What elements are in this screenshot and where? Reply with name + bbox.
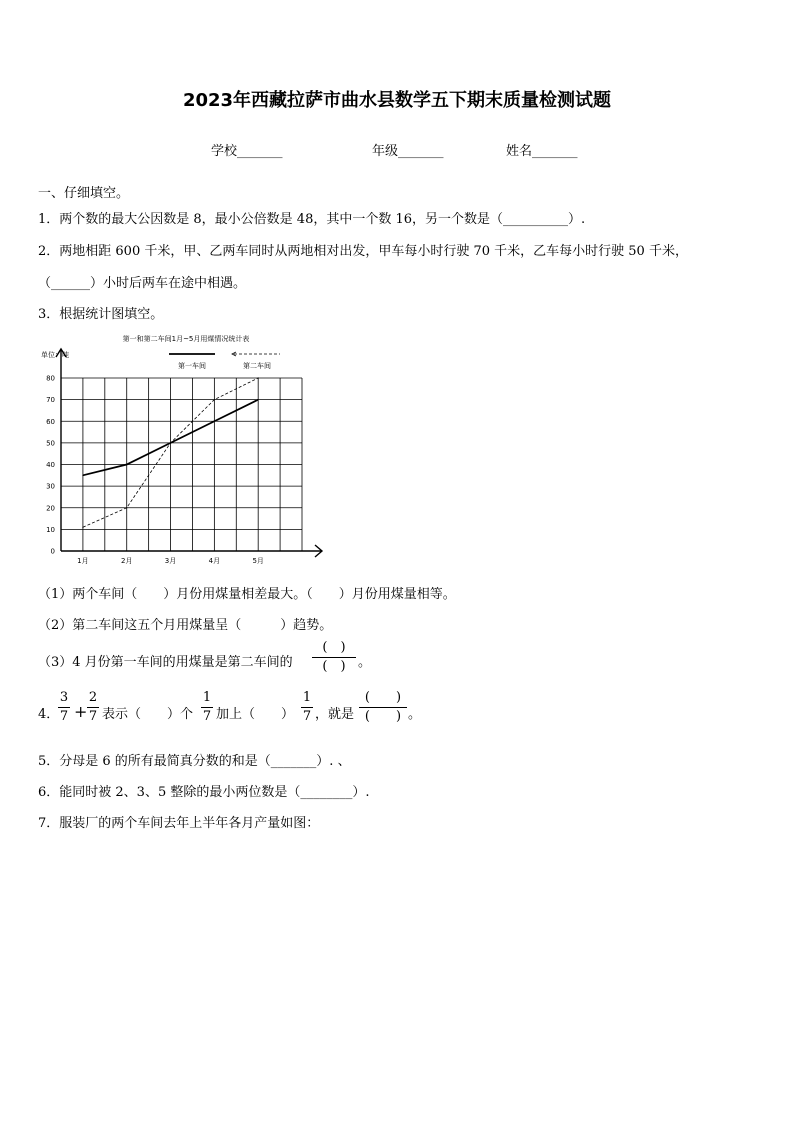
fraction-denominator: 7 <box>302 709 312 724</box>
data-point-series-2 <box>258 377 259 378</box>
fraction-numerator: 1 <box>302 690 312 705</box>
data-point-series-2 <box>170 442 171 443</box>
data-point-series-2 <box>126 507 127 508</box>
fraction-numerator: 3 <box>59 690 69 705</box>
q3-3-answer-fraction[interactable] <box>312 640 356 675</box>
fraction-bar <box>359 707 407 708</box>
fraction-2-7 <box>87 690 99 725</box>
question-1: 1．两个数的最大公因数是 8，最小公倍数是 48，其中一个数 16，另一个数是（__________）. <box>38 212 586 227</box>
y-tick-label: 40 <box>46 461 55 469</box>
question-4-text1: 表示（ ）个 <box>102 707 194 722</box>
y-tick-label: 10 <box>46 525 55 534</box>
question-4-text3: ，就是 <box>315 707 355 722</box>
data-point-series-1 <box>258 399 259 400</box>
y-tick-label: 20 <box>46 504 55 513</box>
question-3-1: （1）两个车间（ ）月份用煤量相差最大。（ ）月份用煤量相等。 <box>38 587 456 602</box>
legend-label-series-2: 第二车间 <box>243 362 271 370</box>
question-4-end: 。 <box>408 707 422 722</box>
page-title: 2023年西藏拉萨市曲水县数学五下期末质量检测试题 <box>182 90 612 111</box>
question-5: 5．分母是 6 的所有最简真分数的和是（_______）. 、 <box>38 754 351 769</box>
name-field[interactable]: 姓名_______ <box>506 144 578 159</box>
question-2-line1: 2．两地相距 600 千米，甲、乙两车同时从两地相对出发，甲车每小时行驶 70 千米，乙车每小时行驶 50 千米， <box>38 244 688 259</box>
question-2-line2: （______）小时后两车在途中相遇。 <box>38 276 247 291</box>
data-point-series-1 <box>214 421 215 422</box>
section-heading: 一、仔细填空。 <box>38 186 130 201</box>
x-tick-label: 2月 <box>120 557 133 565</box>
fraction-bar <box>301 707 313 708</box>
fraction-denominator: 7 <box>59 709 69 724</box>
fraction-1-7-b <box>301 690 313 725</box>
x-tick-label: 3月 <box>164 557 177 565</box>
fraction-numerator: 2 <box>88 690 98 705</box>
question-3: 3．根据统计图填空。 <box>38 307 164 322</box>
fraction-denominator: 7 <box>88 709 98 724</box>
question-3-2: （2）第二车间这五个月用煤量呈（ ）趋势。 <box>38 618 333 633</box>
fraction-denominator: 7 <box>202 709 212 724</box>
data-point-series-2 <box>82 527 83 528</box>
grade-field[interactable]: 年级_______ <box>372 144 444 159</box>
legend-label-series-1: 第一车间 <box>178 362 206 370</box>
unit-label: 单位：吨 <box>41 351 69 359</box>
y-tick-label: 50 <box>46 439 55 448</box>
x-tick-label: 1月 <box>77 557 89 565</box>
y-tick-label: 30 <box>46 482 55 491</box>
fraction-bar <box>87 707 99 708</box>
y-tick-label: 70 <box>46 396 55 405</box>
fraction-denominator: ( ) <box>322 659 346 674</box>
y-tick-label: 80 <box>46 374 55 383</box>
data-point-series-2 <box>214 399 215 400</box>
fraction-3-7 <box>58 690 70 725</box>
y-tick-label: 0 <box>50 547 55 556</box>
school-field[interactable]: 学校_______ <box>211 144 283 159</box>
plus-sign: + <box>74 702 88 721</box>
fraction-numerator: ( ) <box>322 640 346 655</box>
question-3-3: （3）4 月份第一车间的用煤量是第二车间的 <box>38 655 293 670</box>
fraction-1-7-a <box>201 690 213 725</box>
coal-usage-line-chart <box>36 330 336 570</box>
data-point-series-1 <box>126 464 127 465</box>
q3-3-end: 。 <box>358 655 372 670</box>
y-tick-label: 60 <box>46 417 55 426</box>
x-tick-label: 5月 <box>252 557 264 565</box>
fraction-bar <box>58 707 70 708</box>
fraction-bar <box>312 657 356 658</box>
question-7: 7．服装厂的两个车间去年上半年各月产量如图： <box>38 816 320 831</box>
q4-answer-fraction[interactable] <box>359 690 407 725</box>
fraction-bar <box>201 707 213 708</box>
fraction-numerator: ( ) <box>364 690 402 705</box>
question-6: 6．能同时被 2、3、5 整除的最小两位数是（________）. <box>38 785 370 800</box>
fraction-numerator: 1 <box>202 690 212 705</box>
data-point-series-1 <box>82 475 83 476</box>
question-4-text2: 加上（ ） <box>216 707 295 722</box>
x-tick-label: 4月 <box>208 557 221 565</box>
chart-title: 第一和第二车间1月~5月用煤情况统计表 <box>122 335 250 343</box>
fraction-denominator: ( ) <box>364 709 402 724</box>
question-4-number: 4． <box>38 707 60 722</box>
